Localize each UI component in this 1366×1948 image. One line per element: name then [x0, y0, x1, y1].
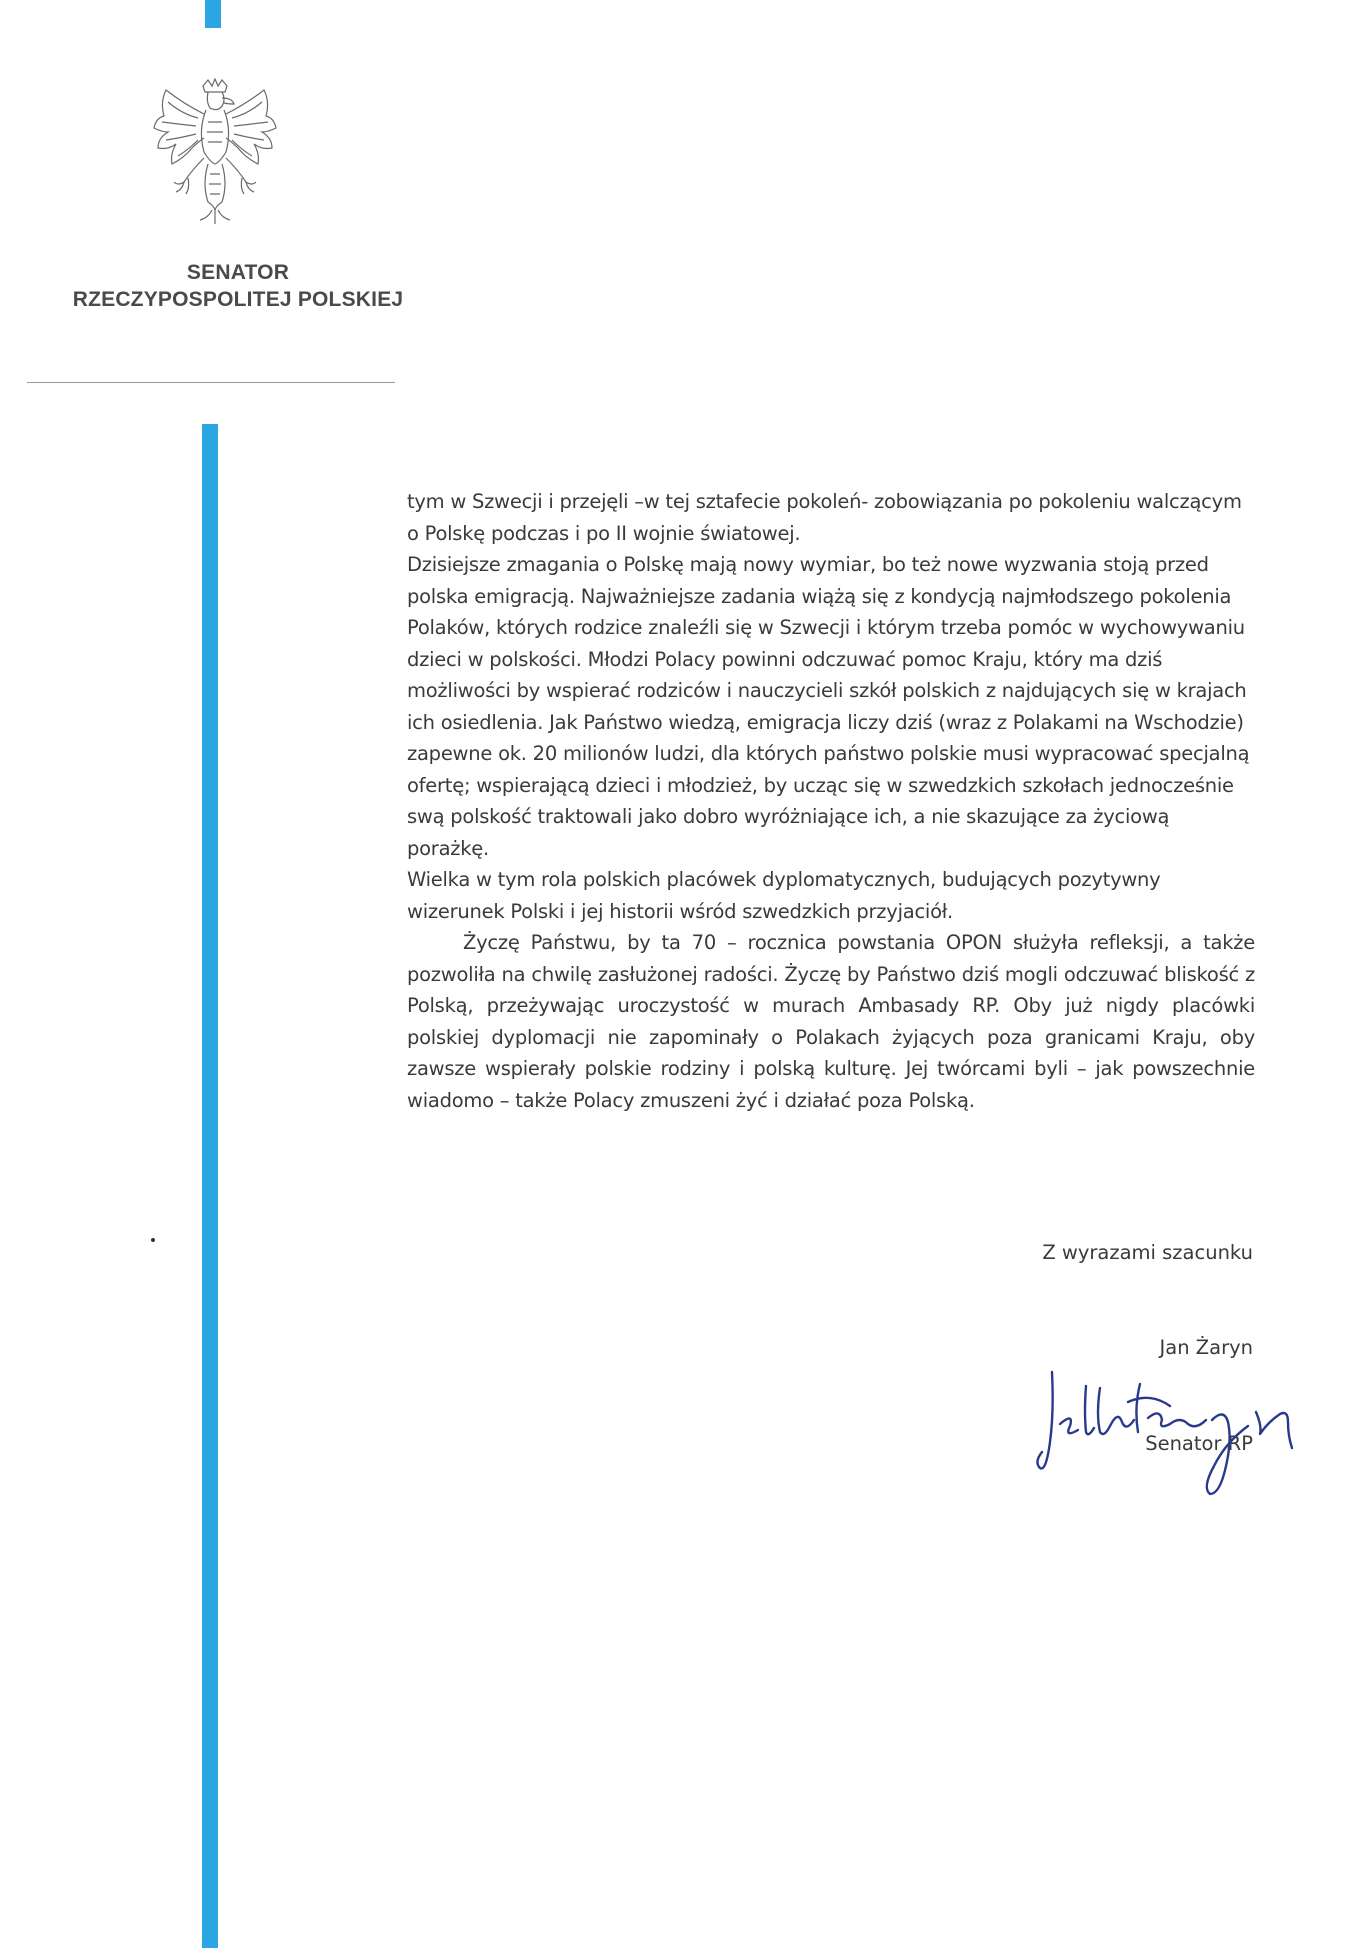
scan-speck: [151, 1238, 155, 1242]
letter-paragraph: tym w Szwecji i przejęli –w tej sztafecie pokoleń- zobowiązania po pokoleniu walczącym o Polskę podczas i po II wojnie światowej.: [407, 490, 1242, 545]
signer-name: Jan Żaryn: [1159, 1336, 1253, 1359]
letter-paragraph: Życzę Państwu, by ta 70 – rocznica powstania OPON służyła refleksji, a także pozwoliła na chwilę zasłużonej radości. Życzę by Państwo dziś mogli odczuwać bliskość z Polską, przeżywając uroczystość w murach Ambasady RP. Oby już nigdy placówki polskiej dyplomacji nie zapominały o Polakach żyjących poza granicami Kraju, oby zawsze wspierały polskie rodziny i polską kulturę. Jej twórcami byli – jak powszechnie wiadomo – także Polacy zmuszeni żyć i działać poza Polską.: [407, 931, 1255, 1112]
letter-paragraph: Wielka w tym rola polskich placówek dyplomatycznych, budujących pozytywny wizerunek Polski i jej historii wśród szwedzkich przyjaciół.: [407, 868, 1161, 923]
letterhead-title-line1: SENATOR: [186, 261, 290, 284]
signer-title: Senator RP: [1145, 1432, 1253, 1455]
polish-eagle-emblem-icon: [148, 78, 282, 226]
letterhead-divider: [27, 382, 395, 383]
letter-paragraph: Dzisiejsze zmagania o Polskę mają nowy wymiar, bo też nowe wyzwania stoją przed polska emigracją. Najważniejsze zadania wiążą się z kondycją najmłodszego pokolenia Polaków, których rodzice znaleźli się w Szwecji i którym trzeba pomóc w wychowywaniu dzieci w polskości. Młodzi Polacy powinni odczuwać pomoc Kraju, który ma dziś możliwości by wspierać rodziców i nauczycieli szkół polskich z najdujących się w krajach ich osiedlenia. Jak Państwo wiedzą, emigracja liczy dziś (wraz z Polakami na Wschodzie) zapewne ok. 20 milionów ludzi, dla których państwo polskie musi wypracować specjalną ofertę; wspierającą dzieci i młodzież, by ucząc się w szwedzkich szkołach jednocześnie swą polskość traktowali jako dobro wyróżniające ich, a nie skazujące za życiową porażkę.: [407, 553, 1250, 860]
letter-body: [407, 486, 1255, 1116]
letterhead-title-line2: RZECZYPOSPOLITEJ POLSKIEJ: [72, 288, 404, 311]
accent-stripe-main: [202, 424, 218, 1948]
letterhead-title: [28, 259, 448, 313]
accent-stripe-top: [205, 0, 221, 28]
handwritten-signature: [1030, 1362, 1320, 1512]
closing-salutation: Z wyrazami szacunku: [1042, 1241, 1253, 1264]
